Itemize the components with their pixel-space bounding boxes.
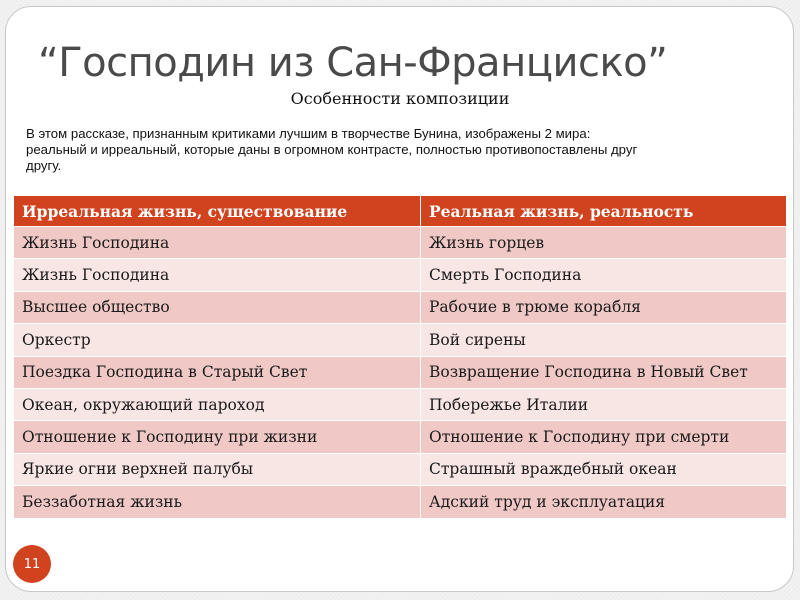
table-cell: Оркестр xyxy=(14,324,421,356)
intro-text xyxy=(26,126,776,174)
table-cell: Рабочие в трюме корабля xyxy=(421,291,787,323)
intro-line: В этом рассказе, признанным критиками лучшим в творчестве Бунина, изображены 2 мира: xyxy=(26,126,591,141)
table-cell: Жизнь горцев xyxy=(421,227,787,259)
table-cell: Жизнь Господина xyxy=(14,259,421,291)
comparison-table xyxy=(13,195,787,519)
column-header-irreal: Ирреальная жизнь, существование xyxy=(14,196,421,227)
table-header-row xyxy=(14,196,787,227)
table-cell: Адский труд и эксплуатация xyxy=(421,486,787,518)
intro-line: реальный и ирреальный, которые даны в огромном контрасте, полностью противопоставлены друг xyxy=(26,142,638,157)
table-row xyxy=(14,421,787,453)
table-row xyxy=(14,259,787,291)
table-row xyxy=(14,388,787,420)
column-header-real: Реальная жизнь, реальность xyxy=(421,196,787,227)
table-row xyxy=(14,453,787,485)
table-cell: Яркие огни верхней палубы xyxy=(14,453,421,485)
table-row xyxy=(14,227,787,259)
table-cell: Отношение к Господину при смерти xyxy=(421,421,787,453)
table-cell: Вой сирены xyxy=(421,324,787,356)
table-row xyxy=(14,356,787,388)
table-row xyxy=(14,324,787,356)
table-row xyxy=(14,486,787,518)
table-row xyxy=(14,291,787,323)
table-cell: Океан, окружающий пароход xyxy=(14,388,421,420)
slide-title: “Господин из Сан-Франциско” xyxy=(38,40,668,86)
slide-subtitle: Особенности композиции xyxy=(290,89,510,108)
table-cell: Возвращение Господина в Новый Свет xyxy=(421,356,787,388)
table-cell: Страшный враждебный океан xyxy=(421,453,787,485)
page-number-badge: 11 xyxy=(13,545,51,583)
table-cell: Беззаботная жизнь xyxy=(14,486,421,518)
table-cell: Жизнь Господина xyxy=(14,227,421,259)
table-cell: Поездка Господина в Старый Свет xyxy=(14,356,421,388)
table-cell: Высшее общество xyxy=(14,291,421,323)
table-cell: Смерть Господина xyxy=(421,259,787,291)
table-cell: Побережье Италии xyxy=(421,388,787,420)
intro-line: другу. xyxy=(26,158,62,173)
table-cell: Отношение к Господину при жизни xyxy=(14,421,421,453)
